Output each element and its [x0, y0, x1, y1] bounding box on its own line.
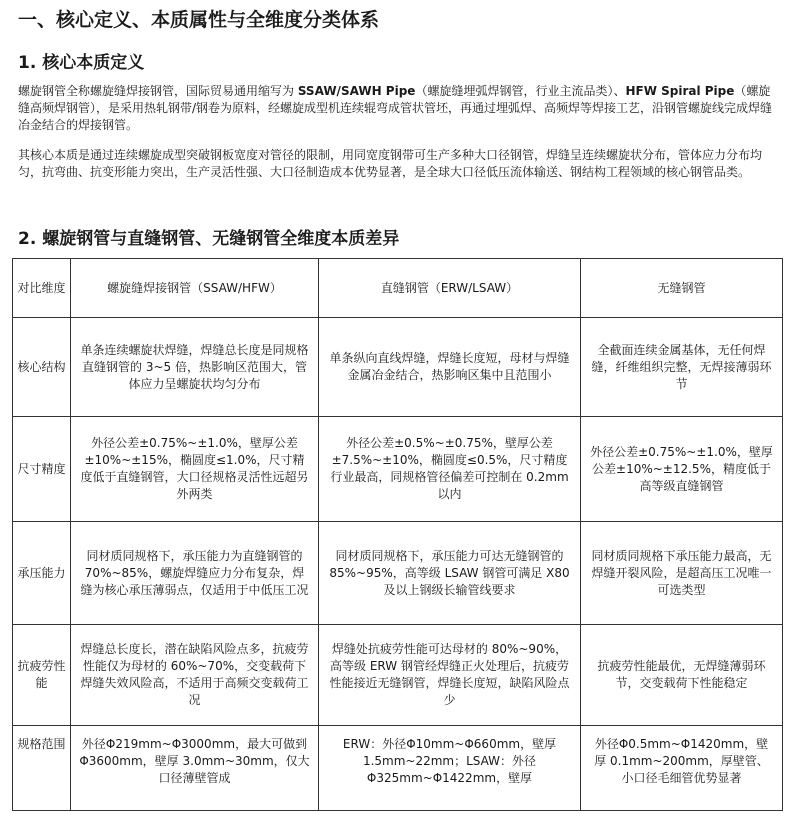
table-cell: 全截面连续金属基体，无任何焊缝，纤维组织完整，无焊接薄弱环节 [581, 318, 783, 417]
table-cell: 外径Φ219mm~Φ3000mm，最大可做到Φ3600mm，壁厚 3.0mm~30mm，仅大口径薄壁管成 [71, 726, 319, 811]
table-cell: 单条纵向直线焊缝，焊缝长度短，母材与焊缝金属冶金结合，热影响区集中且范围小 [319, 318, 581, 417]
para1-part-a: 螺旋钢管全称螺旋缝焊接钢管，国际贸易通用缩写为 [18, 84, 298, 98]
table-row [13, 625, 783, 726]
table-row [13, 522, 783, 625]
header-spiral: 螺旋缝焊接钢管（SSAW/HFW） [71, 259, 319, 318]
table-cell: 抗疲劳性能最优，无焊缝薄弱环节，交变载荷下性能稳定 [581, 625, 783, 726]
table-cell: 外径公差±0.75%~±1.0%，壁厚公差±10%~±12.5%，精度低于高等级直缝钢管 [581, 417, 783, 522]
row-label: 规格范围 [13, 726, 71, 811]
essence-paragraph: 其核心本质是通过连续螺旋成型突破钢板宽度对管径的限制，用同宽度钢带可生产多种大口径钢管，焊缝呈连续螺旋状分布，管体应力分布均匀，抗弯曲、抗变形能力突出，生产灵活性强、大口径制造成本优势显著，是全球大口径低压流体输送、钢结构工程领域的核心钢管品类。 [18, 148, 763, 179]
row-label: 尺寸精度 [13, 417, 71, 522]
para1-part-c: （螺旋缝埋弧焊钢管，行业主流品类）、 [415, 84, 626, 98]
para1-ssaw-term: SSAW/SAWH Pipe [297, 84, 416, 98]
table-row [13, 726, 783, 811]
table-cell: ERW：外径Φ10mm~Φ660mm，壁厚 1.5mm~22mm；LSAW：外径 Φ325mm~Φ1422mm，壁厚 [319, 726, 581, 811]
row-label: 抗疲劳性能 [13, 625, 71, 726]
table-cell: 单条连续螺旋状焊缝，焊缝总长度是同规格直缝钢管的 3~5 倍，热影响区范围大，管体应力呈螺旋状均匀分布 [71, 318, 319, 417]
definition-paragraph [18, 83, 778, 134]
page-title: 一、核心定义、本质属性与全维度分类体系 [18, 9, 380, 31]
table-cell: 同材质同规格下，承压能力可达无缝钢管的 85%~95%，高等级 LSAW 钢管可满足 X80 及以上钢级长输管线要求 [319, 522, 581, 625]
table-cell: 外径公差±0.5%~±0.75%，壁厚公差±7.5%~±10%，椭圆度≤0.5%，尺寸精度行业最高，同规格管径偏差可控制在 0.2mm 以内 [319, 417, 581, 522]
row-label: 承压能力 [13, 522, 71, 625]
table-header-row [13, 259, 783, 318]
table-cell: 焊缝处抗疲劳性能可达母材的 80%~90%，高等级 ERW 钢管经焊缝正火处理后，抗疲劳性能接近无缝钢管，焊缝长度短，缺陷风险点少 [319, 625, 581, 726]
table-row [13, 417, 783, 522]
row-label: 核心结构 [13, 318, 71, 417]
header-seamless: 无缝钢管 [581, 259, 783, 318]
comparison-table [12, 258, 783, 811]
table-row [13, 318, 783, 417]
section2-heading: 2. 螺旋钢管与直缝钢管、无缝钢管全维度本质差异 [18, 229, 400, 249]
header-dimension: 对比维度 [13, 259, 71, 318]
header-straight: 直缝钢管（ERW/LSAW） [319, 259, 581, 318]
para1-hfw-term: HFW Spiral Pipe [625, 84, 735, 98]
table-cell: 同材质同规格下承压能力最高，无焊缝开裂风险，是超高压工况唯一可选类型 [581, 522, 783, 625]
table-cell: 外径公差±0.75%~±1.0%，壁厚公差±10%~±15%，椭圆度≤1.0%，尺寸精度低于直缝钢管，大口径规格灵活性远超另外两类 [71, 417, 319, 522]
para1-part-e: （螺旋缝高频焊钢管），是采用热轧钢带/钢卷为原料，经螺旋成型机连续辊弯成管状管坯，再通过埋弧焊、高频焊等焊接工艺，沿钢管螺旋线完成焊缝冶金结合的焊接钢管。 [18, 84, 773, 132]
table-cell: 同材质同规格下，承压能力为直缝钢管的 70%~85%，螺旋焊缝应力分布复杂，焊缝为核心承压薄弱点，仅适用于中低压工况 [71, 522, 319, 625]
table-cell: 焊缝总长度长，潜在缺陷风险点多，抗疲劳性能仅为母材的 60%~70%，交变载荷下焊缝失效风险高，不适用于高频交变载荷工况 [71, 625, 319, 726]
table-cell: 外径Φ0.5mm~Φ1420mm，壁厚 0.1mm~200mm，厚壁管、小口径毛细管优势显著 [581, 726, 783, 811]
section1-heading: 1. 核心本质定义 [18, 53, 145, 73]
